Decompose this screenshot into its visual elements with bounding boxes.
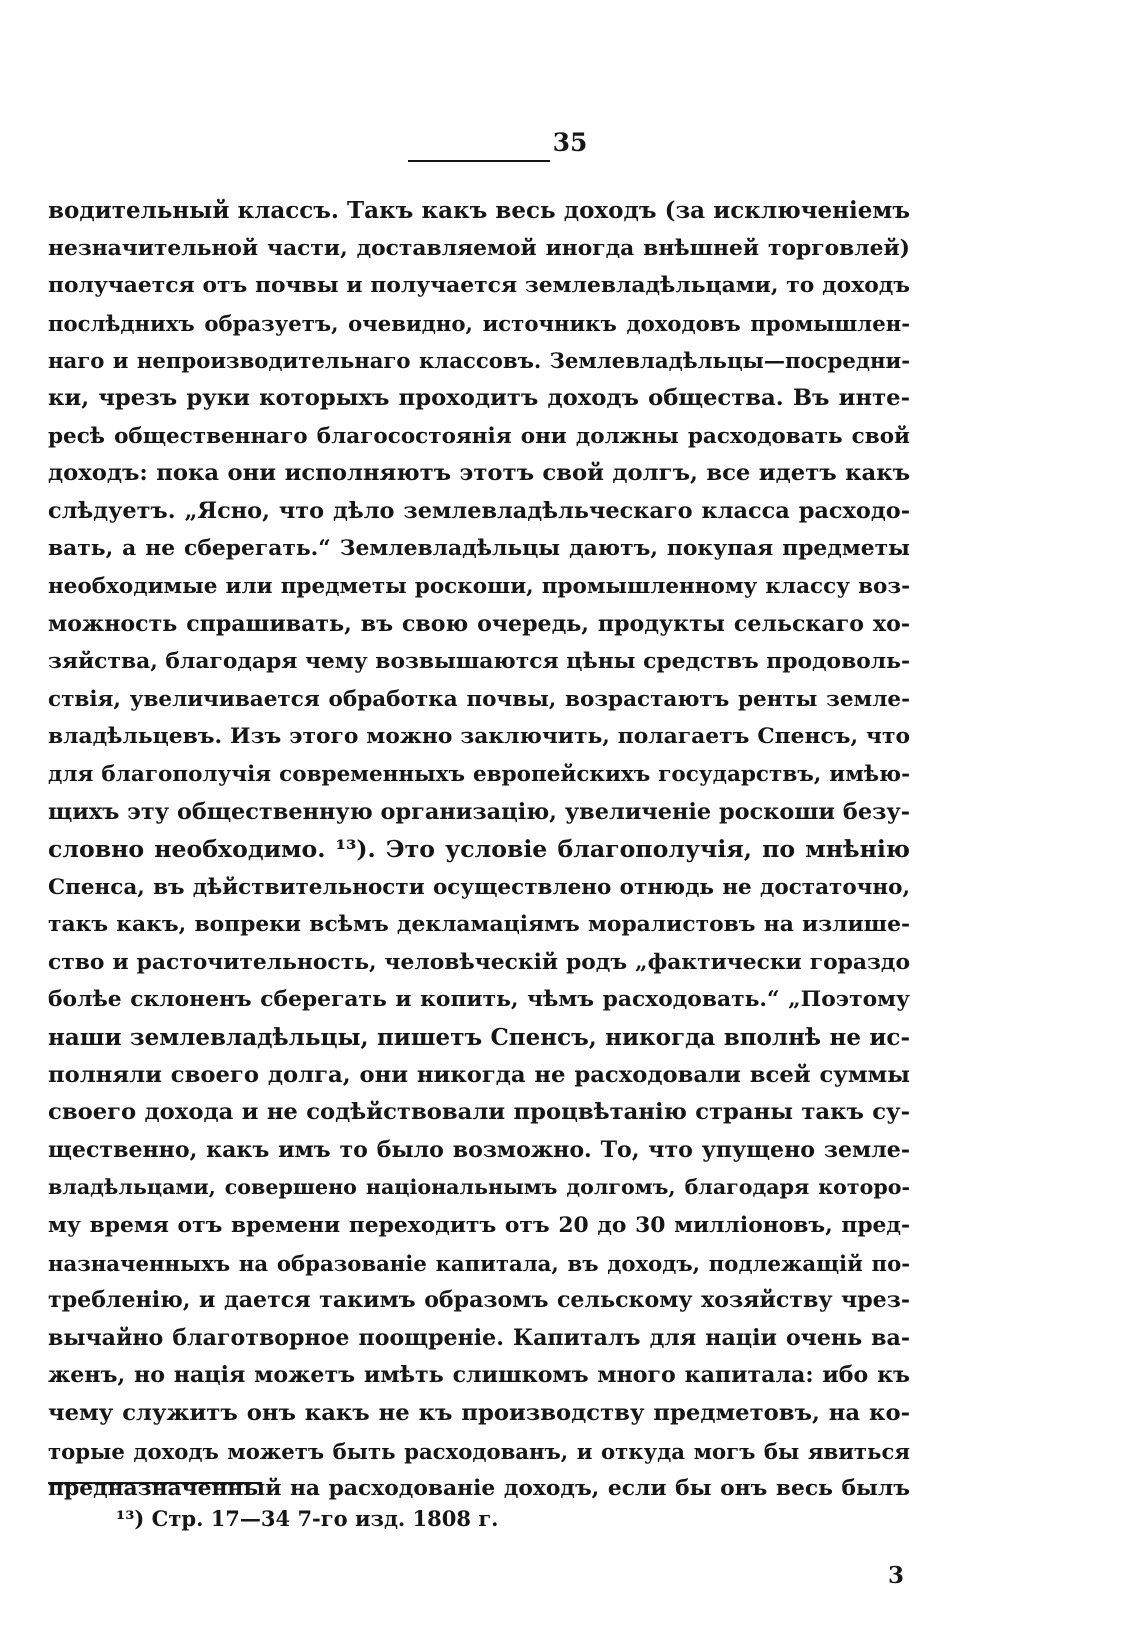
text-line: словно необходимо. ¹³). Это условіе благополучія, по мнѣнію [48,835,910,864]
text-line: болѣе склоненъ сберегать и копить, чѣмъ расходовать.“ „Поэтому [48,987,910,1013]
text-line: слѣдуетъ. „Ясно, что дѣло землевладѣльческаго класса расходо- [48,497,910,524]
text-line: незначительной части, доставляемой иногда внѣшней торговлей) [48,235,910,261]
text-line: владѣльцевъ. Изъ этого можно заключить, полагаетъ Спенсъ, что [48,724,910,750]
text-line: Спенса, въ дѣйствительности осуществлено отнюдь не достаточно, [48,874,910,900]
page-number: 35 [552,128,588,157]
text-line: ресѣ общественнаго благосостоянія они должны расходовать свой [48,423,910,449]
text-line: необходимые или предметы роскоши, промышленному классу воз- [48,573,910,599]
text-line: доходъ: пока они исполняютъ этотъ свой долгъ, все идетъ какъ [48,460,910,487]
text-line: наго и непроизводительнаго классовъ. Землевладѣльцы—посредни- [48,348,910,374]
footnote [116,1504,499,1534]
text-line: щественно, какъ имъ то было возможно. То, что упущено земле- [48,1136,910,1163]
text-line: полняли своего долга, они никогда не расходовали всей суммы [48,1061,910,1088]
text-line: получается отъ почвы и получается землевладѣльцами, то доходъ [48,273,910,299]
text-line: водительный классъ. Такъ какъ весь доходъ (за исключеніемъ [48,197,910,224]
text-line: назначенныхъ на образованіе капитала, въ доходъ, подлежащій по- [48,1250,910,1276]
text-line: щихъ эту общественную организацію, увеличеніе роскоши безу- [48,798,910,825]
text-line: чему служитъ онъ какъ не къ производству предметовъ, на ко- [48,1400,910,1426]
text-line: владѣльцами, совершено національнымъ долгомъ, благодаря которо- [48,1175,910,1200]
text-line: ки, чрезъ руки которыхъ проходитъ доходъ общества. Въ инте- [48,384,910,411]
text-line: предназначенный на расходованіе доходъ, если бы онъ весь былъ [48,1476,910,1502]
footnote-rule [48,1482,262,1484]
text-line: послѣднихъ образуетъ, очевидно, источникъ доходовъ промышлен- [48,310,910,336]
header-rule [408,160,550,162]
text-line: женъ, но нація можетъ имѣть слишкомъ много капитала: ибо къ [48,1362,910,1389]
text-line: ство и расточительность, человѣческій родъ „фактически гораздо [48,949,910,975]
footnote-text: Стр. 17—34 7-го изд. 1808 г. [151,1506,499,1531]
text-line: своего дохода и не содѣйствовали процвѣтанію страны такъ су- [48,1099,910,1126]
text-line: для благополучія современныхъ европейскихъ государствъ, имѣю- [48,761,910,787]
text-line: му время отъ времени переходитъ отъ 20 до 30 милліоновъ, пред- [48,1213,910,1239]
text-line: можность спрашивать, въ свою очередь, продукты сельскаго хо- [48,610,910,637]
text-line: вать, а не сберегать.“ Землевладѣльцы даютъ, покупая предметы [48,536,910,562]
text-line: наши землевладѣльцы, пишетъ Спенсъ, никогда вполнѣ не ис- [48,1024,910,1052]
text-line: вычайно благотворное поощреніе. Капиталъ для націи очень ва- [48,1324,910,1351]
text-line: зяйства, благодаря чему возвышаются цѣны средствъ продоволь- [48,649,910,675]
text-line: ствія, увеличивается обработка почвы, возрастаютъ ренты земле- [48,686,910,712]
text-line: торые доходъ можетъ быть расходованъ, и откуда могъ бы явиться [48,1438,910,1464]
footnote-marker: ¹³) [116,1506,145,1531]
text-line: такъ какъ, вопреки всѣмъ декламаціямъ моралистовъ на излише- [48,912,910,938]
text-line: требленію, и дается такимъ образомъ сельскому хозяйству чрез- [48,1287,910,1314]
signature-mark: 3 [888,1562,905,1589]
body-text [48,192,910,1508]
